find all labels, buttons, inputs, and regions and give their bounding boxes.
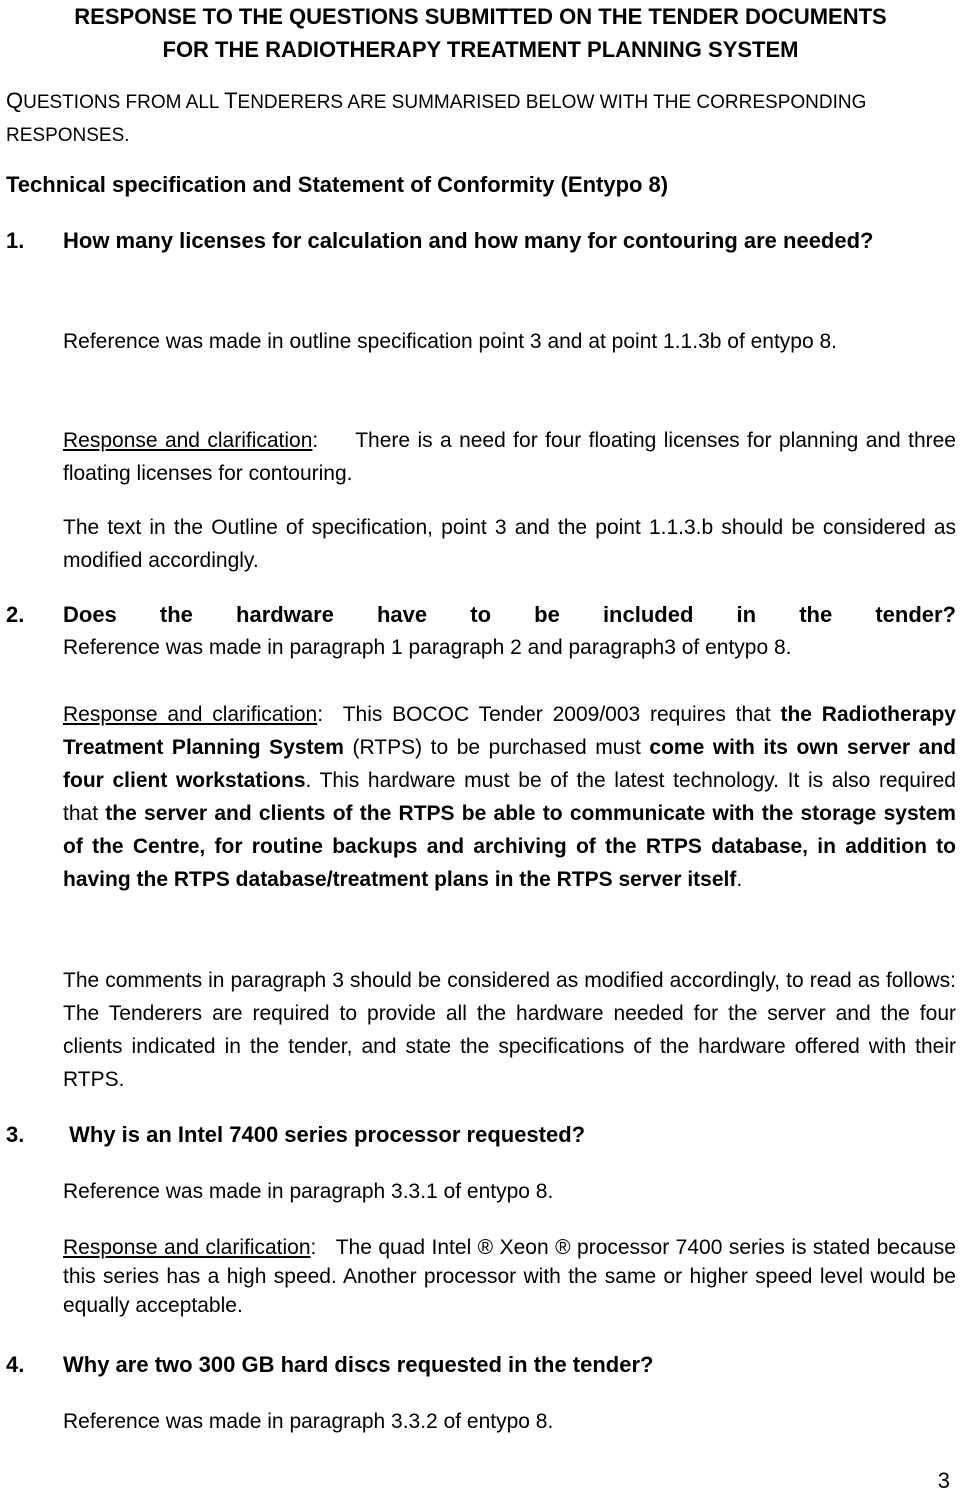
section-heading: Technical specification and Statement of Conformity (Entypo 8) <box>6 172 669 197</box>
q3-response: Response and clarification: The quad Intel ® Xeon ® processor 7400 series is stated because this series has a high speed. Another processor with the same or higher speed level would be equally acceptable. <box>63 1236 956 1317</box>
question-2 <box>6 598 956 632</box>
question-number: 3. <box>6 1122 25 1147</box>
q2-reference: Reference was made in paragraph 1 paragraph 2 and paragraph3 of entypo 8. <box>63 636 792 659</box>
question-text: Does the hardware have to be included in the tender? <box>63 602 956 627</box>
q3-reference: Reference was made in paragraph 3.3.1 of entypo 8. <box>63 1180 554 1203</box>
question-text: Why is an Intel 7400 series processor requested? <box>63 1122 586 1147</box>
q1-reference: Reference was made in outline specification point 3 and at point 1.1.3b of entypo 8. <box>63 330 838 353</box>
question-number: 2. <box>6 602 25 627</box>
response-label: Response and clarification <box>63 429 313 452</box>
question-number: 4. <box>6 1352 25 1377</box>
title-line-2: FOR THE RADIOTHERAPY TREATMENT PLANNING SYSTEM <box>162 37 799 62</box>
title-line-1: RESPONSE TO THE QUESTIONS SUBMITTED ON THE TENDER DOCUMENTS <box>74 4 887 29</box>
q2-comments: The comments in paragraph 3 should be considered as modified accordingly, to read as follows: The Tenderers are required to provide all the hardware needed for the server and the four clients indicated in the tender, and state the specifications of the hardware offered with their RTPS. <box>63 969 956 1091</box>
question-3 <box>6 1118 956 1152</box>
q4-reference: Reference was made in paragraph 3.3.2 of entypo 8. <box>63 1410 554 1433</box>
question-number: 1. <box>6 228 25 253</box>
question-text: Why are two 300 GB hard discs requested in the tender? <box>63 1352 654 1377</box>
question-1 <box>6 224 956 258</box>
question-text: How many licenses for calculation and how many for contouring are needed? <box>63 228 874 253</box>
response-label: Response and clarification <box>63 703 318 726</box>
q2-response: Response and clarification: This BOCOC Tender 2009/003 requires that the Radiotherapy Treatment Planning System (RTPS) to be purchased must come with its own server and four client workstations. This hardware must be of the latest technology. It is also required that the server and clients of the RTPS be able to communicate with the storage system of the Centre, for routine backups and archiving of the RTPS database, in addition to having the RTPS database/treatment plans in the RTPS server itself. <box>63 703 956 891</box>
q1-modified-note: The text in the Outline of specification, point 3 and the point 1.1.3.b should be considered as modified accordingly. <box>63 516 956 572</box>
q1-response: Response and clarification: There is a need for four floating licenses for planning and three floating licenses for contouring. <box>63 429 956 485</box>
intro-text: QUESTIONS FROM ALL TENDERERS ARE SUMMARISED BELOW WITH THE CORRESPONDING RESPONSES. <box>6 88 867 146</box>
response-label: Response and clarification <box>63 1236 311 1259</box>
document-title <box>28 0 933 66</box>
page-number: 3 <box>937 1468 950 1493</box>
question-4 <box>6 1348 956 1382</box>
